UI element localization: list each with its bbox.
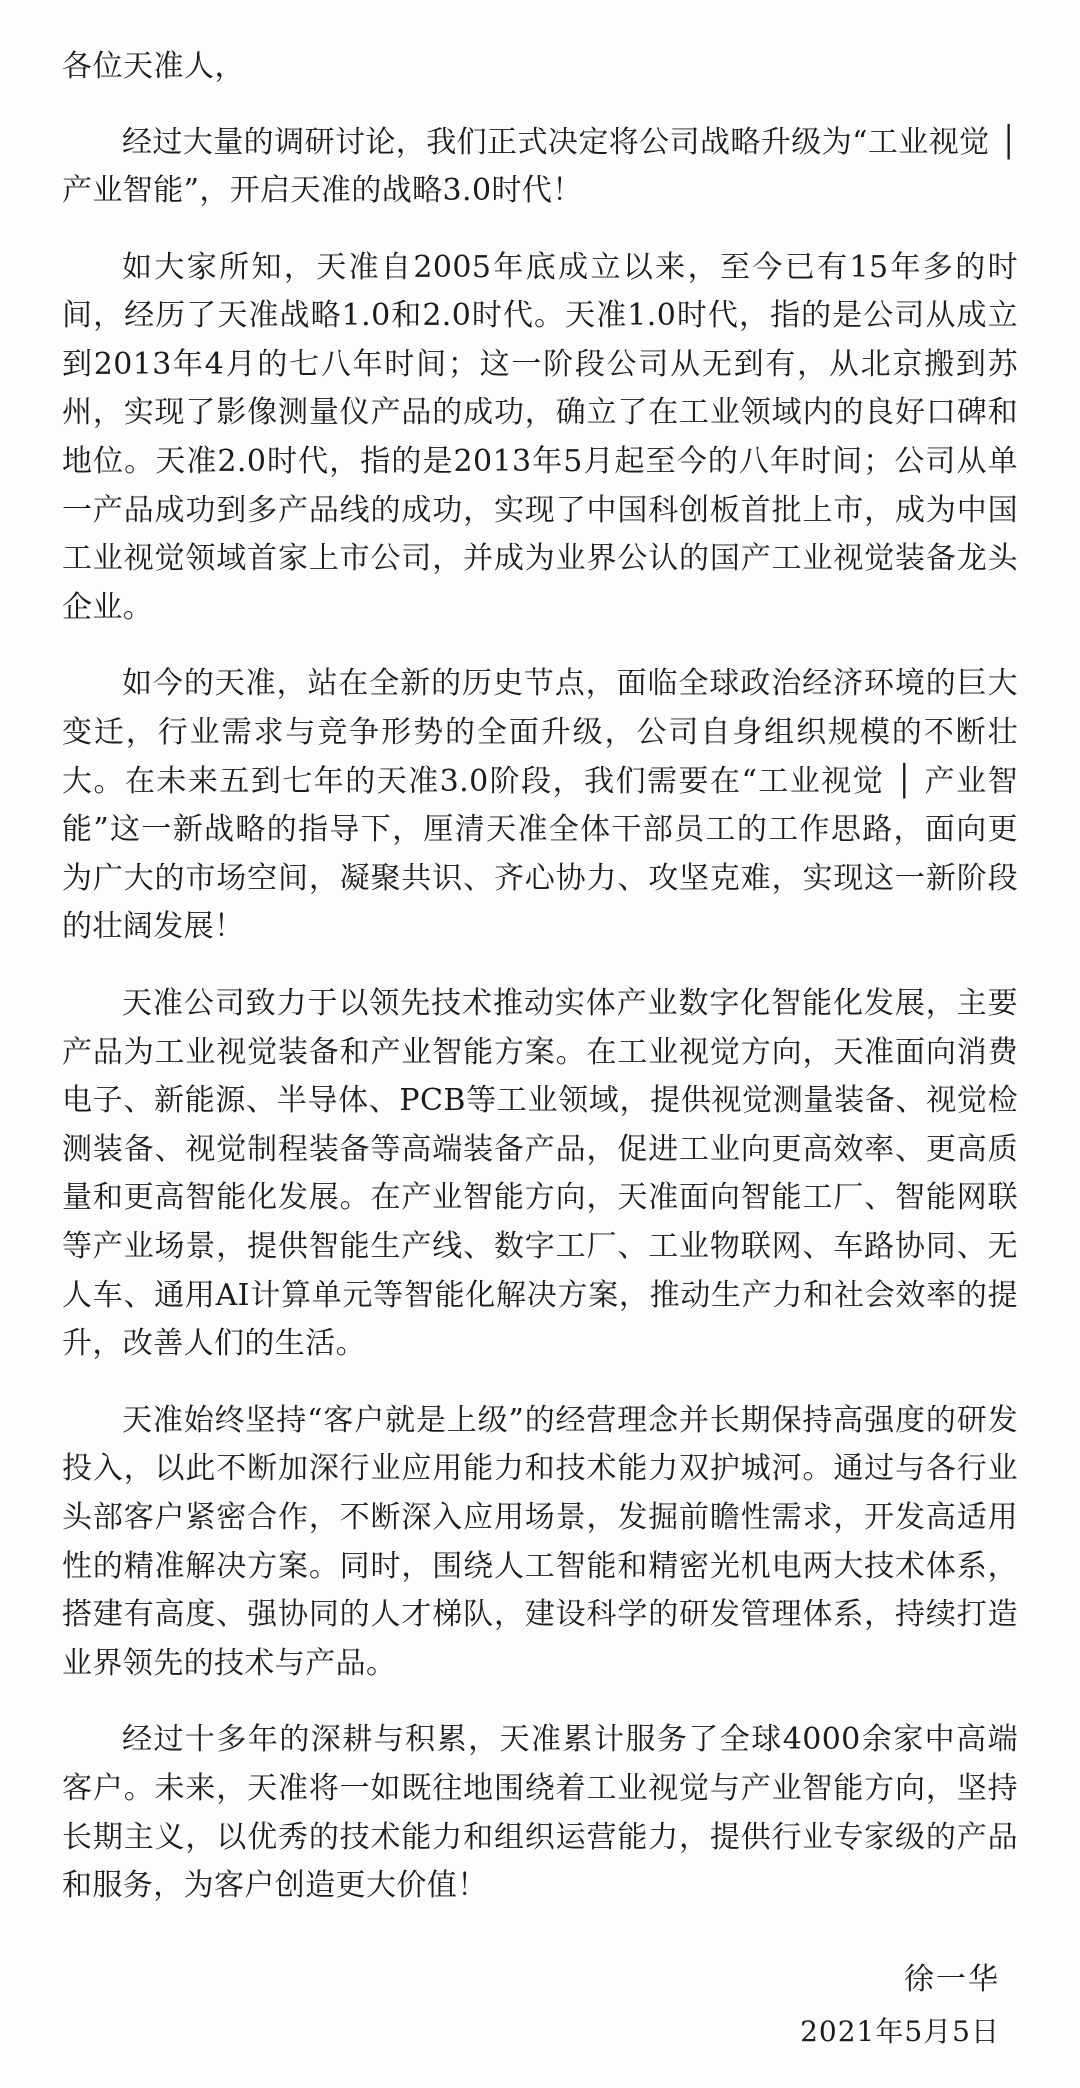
letter-paragraph-6: 经过十多年的深耕与积累，天准累计服务了全球4000余家中高端客户。未来，天准将一如既往地围绕着工业视觉与产业智能方向，坚持长期主义，以优秀的技术能力和组织运营能力，提供行业专家级的产品和服务，为客户创造更大价值！ [62, 1722, 1018, 1904]
letter-paragraph-2: 如大家所知，天准自2005年底成立以来，至今已有15年多的时间，经历了天准战略1.0和2.0时代。天准1.0时代，指的是公司从成立到2013年4月的七八年时间；这一阶段公司从无到有，从北京搬到苏州，实现了影像测量仪产品的成功，确立了在工业领域内的良好口碑和地位。天准2.0时代，指的是2013年5月起至今的八年时间；公司从单一产品成功到多产品线的成功，实现了中国科创板首批上市，成为中国工业视觉领域首家上市公司，并成为业界公认的国产工业视觉装备龙头企业。 [62, 249, 1018, 625]
letter-body [62, 44, 1018, 2054]
signature-date: 2021年5月5日 [800, 2014, 1000, 2048]
signature-name: 徐一华 [904, 1961, 1000, 1997]
signature-block [62, 1957, 1018, 2055]
letter-paragraph-3: 如今的天准，站在全新的历史节点，面临全球政治经济环境的巨大变迁，行业需求与竞争形势的全面升级，公司自身组织规模的不断壮大。在未来五到七年的天准3.0阶段，我们需要在“工业视觉 │ 产业智能”这一新战略的指导下，厘清天准全体干部员工的工作思路，面向更为广大的市场空间，凝聚共识、齐心协力、攻坚克难，实现这一新阶段的壮阔发展！ [62, 666, 1018, 945]
letter-paragraph-4: 天准公司致力于以领先技术推动实体产业数字化智能化发展，主要产品为工业视觉装备和产业智能方案。在工业视觉方向，天准面向消费电子、新能源、半导体、PCB等工业领域，提供视觉测量装备、视觉检测装备、视觉制程装备等高端装备产品，促进工业向更高效率、更高质量和更高智能化发展。在产业智能方向，天准面向智能工厂、智能网联等产业场景，提供智能生产线、数字工厂、工业物联网、车路协同、无人车、通用AI计算单元等智能化解决方案，推动生产力和社会效率的提升，改善人们的生活。 [62, 986, 1018, 1362]
letter-salutation: 各位天准人， [62, 49, 245, 84]
letter-paragraph-5: 天准始终坚持“客户就是上级”的经营理念并长期保持高强度的研发投入，以此不断加深行业应用能力和技术能力双护城河。通过与各行业头部客户紧密合作，不断深入应用场景，发掘前瞻性需求，开发高适用性的精准解决方案。同时，围绕人工智能和精密光机电两大技术体系，搭建有高度、强协同的人才梯队，建设科学的研发管理体系，持续打造业界领先的技术与产品。 [62, 1402, 1018, 1681]
letter-paragraph-1: 经过大量的调研讨论，我们正式决定将公司战略升级为“工业视觉 │ 产业智能”，开启天准的战略3.0时代！ [62, 124, 1018, 209]
